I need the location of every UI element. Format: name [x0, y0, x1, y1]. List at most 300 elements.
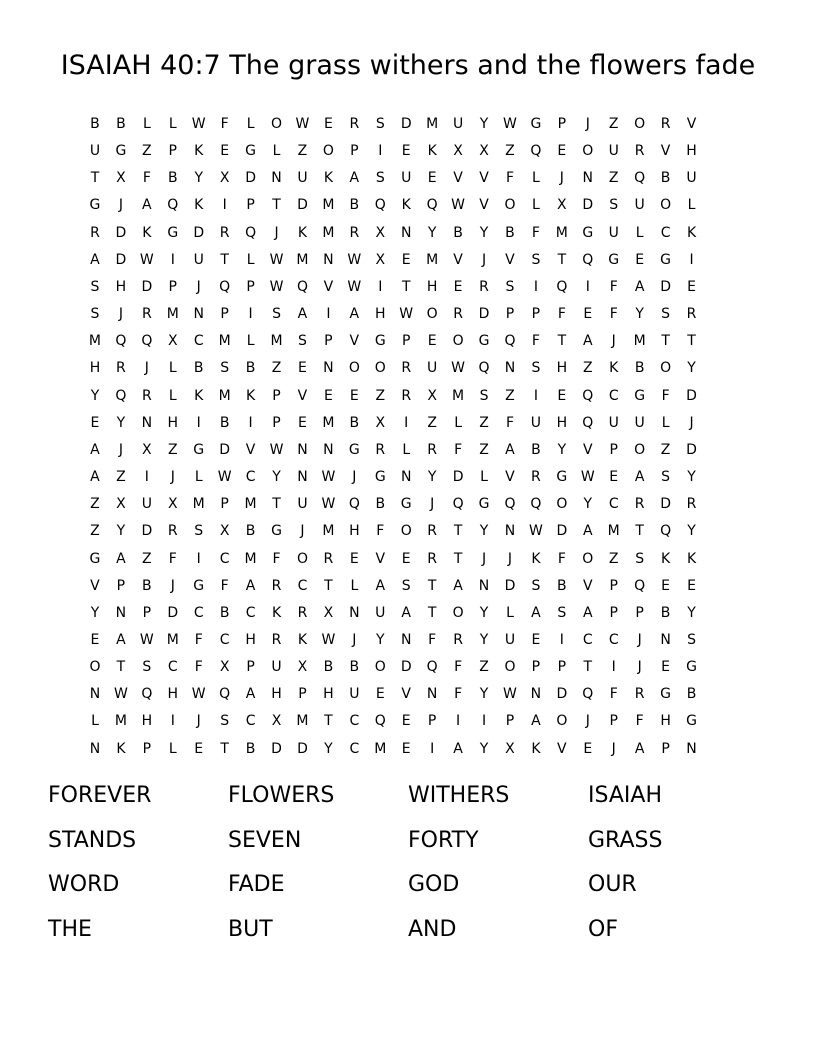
grid-row [82, 111, 705, 138]
grid-letter: E [401, 251, 411, 268]
grid-letter: T [324, 713, 333, 730]
grid-letter: G [89, 550, 101, 567]
grid-letter: J [170, 469, 175, 486]
grid-letter: K [686, 224, 697, 241]
grid-letter: U [608, 414, 619, 431]
grid-letter: E [557, 143, 567, 160]
grid-letter: D [478, 306, 490, 323]
word-list-row [48, 912, 768, 957]
word-list-item: AND [408, 916, 457, 942]
grid-letter: R [375, 441, 386, 458]
grid-letter: S [531, 577, 541, 594]
word-list-item: WORD [48, 872, 120, 897]
grid-letter: I [404, 414, 409, 431]
grid-letter: K [246, 387, 256, 404]
grid-letter: A [90, 441, 100, 458]
grid-letter: W [321, 469, 336, 486]
word-list-row [48, 867, 768, 912]
grid-letter: E [90, 631, 100, 648]
grid-letter: T [427, 604, 437, 621]
grid-letter: Q [582, 686, 594, 703]
grid-letter: G [686, 659, 697, 676]
grid-letter: A [582, 604, 593, 621]
grid-letter: N [297, 469, 308, 486]
grid-letter: V [505, 251, 515, 268]
grid-letter: P [116, 577, 126, 594]
grid-letter: B [193, 360, 204, 377]
grid-letter: Q [245, 224, 257, 241]
grid-letter: M [322, 414, 335, 431]
grid-letter: Q [141, 686, 153, 703]
grid-letter: G [556, 469, 568, 486]
grid-letter: C [582, 631, 593, 648]
grid-letter: F [454, 441, 463, 458]
grid-letter: J [481, 251, 487, 268]
grid-letter: G [374, 333, 386, 350]
grid-letter: P [220, 306, 229, 323]
grid-letter: W [321, 496, 336, 513]
grid-letter: W [191, 686, 206, 703]
grid-letter: T [583, 659, 593, 676]
grid-letter: E [661, 577, 671, 594]
grid-letter: F [454, 659, 463, 676]
grid-letter: S [90, 278, 100, 295]
grid-letter: M [374, 740, 387, 757]
grid-letter: O [452, 333, 464, 350]
grid-letter: L [635, 224, 644, 241]
grid-letter: F [194, 659, 203, 676]
grid-letter: J [689, 414, 694, 431]
grid-letter: D [219, 441, 231, 458]
grid-letter: D [452, 469, 464, 486]
grid-letter: A [634, 278, 645, 295]
grid-letter: Y [90, 604, 100, 621]
grid-letter: J [430, 496, 435, 513]
grid-letter: J [585, 713, 590, 730]
word-list-item: THE [48, 916, 92, 942]
grid-letter: U [686, 170, 697, 187]
grid-letter: Q [556, 278, 568, 295]
grid-letter: I [144, 469, 149, 486]
grid-letter: X [116, 170, 126, 187]
grid-letter: R [453, 631, 463, 648]
grid-letter: Q [141, 333, 153, 350]
grid-letter: V [453, 170, 463, 187]
grid-letter: U [271, 659, 282, 676]
grid-letter: Y [557, 441, 567, 458]
grid-letter: L [91, 713, 99, 730]
grid-letter: X [375, 414, 386, 431]
grid-letter: J [481, 550, 487, 567]
grid-letter: Q [634, 577, 646, 594]
grid-letter: G [582, 224, 594, 241]
grid-letter: U [141, 496, 152, 513]
grid-letter: A [453, 577, 463, 594]
grid-letter: S [142, 659, 152, 676]
grid-letter: W [347, 278, 362, 295]
word-list-item: FLOWERS [228, 783, 335, 808]
grid-letter: C [349, 740, 360, 757]
grid-letter: V [686, 116, 697, 132]
grid-letter: D [660, 496, 671, 513]
grid-letter: P [505, 306, 515, 323]
grid-letter: K [194, 143, 204, 160]
word-list-item: ISAIAH [588, 783, 662, 808]
grid-letter: L [687, 197, 696, 214]
grid-letter: L [402, 441, 411, 458]
grid-letter: R [90, 224, 100, 241]
grid-letter: J [352, 469, 357, 486]
grid-row [82, 328, 705, 355]
grid-letter: L [532, 197, 540, 214]
grid-letter: F [505, 170, 514, 187]
word-list-item: SEVEN [228, 827, 302, 853]
grid-letter: V [479, 170, 489, 187]
grid-letter: P [298, 686, 307, 703]
grid-letter: P [272, 387, 281, 404]
grid-letter: B [349, 197, 360, 214]
grid-letter: B [245, 360, 256, 377]
grid-letter: D [582, 197, 594, 214]
grid-letter: R [297, 604, 308, 621]
grid-letter: E [323, 116, 333, 132]
grid-letter: E [583, 306, 593, 323]
grid-letter: D [141, 523, 153, 540]
grid-letter: H [89, 360, 101, 377]
grid-letter: Y [194, 170, 203, 187]
grid-letter: G [193, 577, 205, 594]
grid-letter: G [167, 224, 179, 241]
grid-letter: Q [115, 333, 127, 350]
grid-letter: K [194, 197, 204, 214]
grid-letter: A [297, 306, 308, 323]
grid-letter: B [375, 496, 386, 513]
grid-letter: E [349, 550, 359, 567]
grid-letter: Y [90, 387, 100, 404]
grid-letter: T [90, 170, 100, 187]
grid-letter: H [686, 143, 697, 160]
grid-letter: L [246, 333, 255, 350]
grid-letter: K [661, 550, 671, 567]
grid-letter: A [245, 686, 256, 703]
grid-letter: K [271, 604, 282, 621]
grid-letter: Y [687, 469, 696, 486]
grid-letter: E [531, 631, 541, 648]
grid-letter: V [375, 550, 386, 567]
grid-letter: D [115, 224, 127, 241]
grid-letter: M [322, 523, 335, 540]
grid-letter: P [142, 740, 152, 757]
grid-letter: Z [608, 116, 619, 132]
grid-letter: D [400, 659, 412, 676]
grid-letter: G [478, 496, 490, 513]
grid-letter: R [634, 143, 645, 160]
grid-letter: J [637, 631, 642, 648]
grid-letter: U [634, 197, 645, 214]
grid-letter: H [349, 523, 360, 540]
grid-letter: Q [426, 659, 438, 676]
grid-letter: T [324, 577, 333, 594]
grid-letter: M [218, 333, 231, 350]
grid-letter: O [426, 306, 438, 323]
grid-letter: S [557, 604, 567, 621]
grid-letter: Y [583, 496, 593, 513]
grid-letter: I [430, 740, 435, 757]
grid-letter: B [323, 659, 334, 676]
grid-letter: G [530, 116, 542, 132]
grid-letter: P [401, 333, 411, 350]
grid-letter: T [401, 278, 411, 295]
grid-letter: D [115, 251, 127, 268]
grid-letter: C [245, 713, 256, 730]
grid-letter: P [324, 333, 333, 350]
grid-letter: K [297, 224, 308, 241]
grid-letter: T [557, 333, 567, 350]
grid-letter: X [297, 659, 308, 676]
grid-letter: N [323, 251, 334, 268]
grid-letter: Q [504, 496, 516, 513]
grid-letter: G [115, 143, 127, 160]
grid-letter: P [272, 414, 281, 431]
grid-letter: Y [376, 631, 385, 648]
grid-letter: G [374, 469, 386, 486]
word-list [48, 778, 768, 956]
grid-letter: S [661, 469, 671, 486]
grid-letter: S [687, 631, 696, 648]
grid-letter: E [427, 170, 437, 187]
grid-letter: L [506, 604, 514, 621]
word-list-item: GOD [408, 872, 460, 897]
grid-letter: Z [608, 550, 619, 567]
grid-letter: T [116, 659, 126, 676]
grid-letter: I [378, 278, 383, 295]
grid-letter: H [660, 713, 671, 730]
grid-letter: K [531, 740, 541, 757]
grid-letter: W [503, 116, 517, 132]
grid-letter: E [323, 387, 333, 404]
grid-letter: U [297, 496, 308, 513]
grid-letter: R [141, 306, 152, 323]
grid-letter: B [90, 116, 100, 132]
grid-letter: I [248, 306, 253, 323]
grid-letter: O [374, 360, 386, 377]
grid-letter: G [193, 441, 205, 458]
grid-letter: Y [427, 469, 437, 486]
grid-letter: Z [167, 441, 178, 458]
grid-letter: K [116, 740, 126, 757]
grid-letter: O [504, 659, 516, 676]
grid-letter: Y [479, 116, 489, 132]
grid-letter: O [660, 197, 672, 214]
grid-letter: B [505, 224, 515, 241]
grid-letter: R [660, 116, 671, 132]
grid-row [82, 138, 705, 165]
grid-letter: K [323, 170, 333, 187]
grid-letter: B [167, 170, 178, 187]
grid-letter: D [400, 116, 412, 132]
grid-letter: C [297, 577, 308, 594]
grid-letter: V [90, 577, 100, 594]
grid-letter: E [298, 414, 307, 431]
grid-letter: M [607, 523, 620, 540]
grid-letter: Q [348, 496, 360, 513]
word-list-item: OUR [588, 872, 637, 897]
grid-letter: M [452, 387, 465, 404]
grid-letter: A [90, 251, 100, 268]
grid-letter: F [557, 550, 566, 567]
grid-letter: Z [660, 441, 671, 458]
grid-row [82, 220, 705, 247]
grid-letter: S [194, 523, 204, 540]
grid-letter: R [271, 577, 282, 594]
grid-letter: I [559, 631, 564, 648]
grid-letter: L [194, 469, 203, 486]
grid-letter: R [401, 360, 412, 377]
grid-letter: L [168, 116, 177, 132]
grid-letter: X [219, 659, 230, 676]
grid-letter: Y [427, 224, 437, 241]
grid-letter: O [374, 659, 386, 676]
grid-letter: L [168, 387, 177, 404]
word-list-item: BUT [228, 916, 273, 942]
grid-letter: Y [687, 604, 696, 621]
grid-letter: R [531, 469, 541, 486]
grid-letter: I [196, 550, 201, 567]
grid-letter: R [116, 360, 126, 377]
grid-letter: B [557, 577, 567, 594]
grid-letter: R [453, 306, 463, 323]
grid-letter: Z [142, 143, 152, 160]
grid-letter: V [349, 333, 360, 350]
grid-row [82, 708, 705, 735]
grid-letter: Y [479, 523, 489, 540]
grid-letter: W [269, 278, 284, 295]
grid-letter: S [298, 333, 307, 350]
grid-letter: Y [479, 604, 489, 621]
grid-letter: Y [324, 740, 333, 757]
grid-letter: T [635, 523, 644, 540]
grid-letter: R [167, 523, 178, 540]
grid-letter: X [323, 604, 334, 621]
grid-letter: P [609, 441, 618, 458]
grid-letter: N [89, 686, 101, 703]
grid-letter: N [478, 577, 490, 594]
grid-letter: M [322, 197, 335, 214]
grid-letter: N [660, 631, 671, 648]
grid-letter: V [582, 441, 593, 458]
grid-letter: V [245, 441, 256, 458]
grid-letter: A [634, 469, 645, 486]
grid-letter: U [504, 631, 516, 648]
grid-letter: E [687, 278, 696, 295]
grid-letter: Y [687, 523, 696, 540]
word-list-item: FOREVER [48, 783, 152, 808]
grid-letter: N [323, 360, 334, 377]
grid-letter: B [660, 170, 671, 187]
grid-row [82, 410, 705, 437]
grid-letter: E [194, 740, 204, 757]
grid-letter: T [453, 523, 463, 540]
grid-letter: I [533, 387, 538, 404]
grid-letter: D [193, 224, 205, 241]
grid-row [82, 165, 705, 192]
grid-letter: F [505, 414, 514, 431]
grid-letter: B [660, 604, 671, 621]
grid-letter: M [114, 713, 127, 730]
grid-letter: Y [272, 469, 281, 486]
grid-letter: G [478, 333, 490, 350]
grid-letter: K [142, 224, 152, 241]
grid-letter: M [322, 224, 335, 241]
grid-letter: X [116, 496, 126, 513]
grid-letter: R [686, 496, 697, 513]
grid-letter: Z [142, 550, 152, 567]
grid-letter: Y [479, 686, 489, 703]
grid-letter: G [686, 713, 697, 730]
grid-letter: R [349, 224, 360, 241]
grid-row [82, 491, 705, 518]
grid-letter: S [505, 278, 515, 295]
grid-letter: P [246, 659, 255, 676]
grid-letter: B [453, 224, 463, 241]
grid-letter: C [608, 387, 619, 404]
grid-letter: Q [582, 251, 594, 268]
grid-letter: X [167, 496, 178, 513]
grid-letter: O [271, 116, 283, 132]
grid-letter: J [118, 306, 123, 323]
grid-letter: A [531, 604, 541, 621]
grid-letter: V [505, 469, 515, 486]
grid-row [82, 383, 705, 410]
grid-letter: X [271, 713, 282, 730]
grid-letter: U [193, 251, 204, 268]
grid-row [82, 546, 705, 573]
grid-letter: E [635, 251, 645, 268]
grid-letter: N [297, 441, 308, 458]
grid-letter: E [298, 360, 307, 377]
grid-letter: V [582, 577, 593, 594]
grid-letter: E [557, 387, 567, 404]
grid-row [82, 654, 705, 681]
grid-letter: Q [374, 197, 386, 214]
grid-letter: P [350, 143, 359, 160]
grid-letter: D [167, 604, 179, 621]
grid-letter: R [271, 631, 282, 648]
grid-letter: H [271, 686, 282, 703]
grid-letter: W [503, 686, 517, 703]
grid-letter: T [661, 333, 670, 350]
grid-letter: O [89, 659, 101, 676]
page-title: ISAIAH 40:7 The grass withers and the flowers fade [60, 50, 756, 81]
grid-letter: N [686, 740, 697, 757]
grid-letter: U [530, 414, 542, 431]
grid-letter: J [507, 550, 513, 567]
grid-letter: Z [582, 360, 593, 377]
grid-letter: H [323, 686, 334, 703]
grid-letter: S [375, 170, 385, 187]
grid-letter: U [375, 604, 386, 621]
grid-letter: W [139, 631, 154, 648]
grid-letter: Z [90, 496, 100, 513]
grid-letter: R [219, 224, 230, 241]
grid-letter: I [585, 278, 590, 295]
grid-letter: N [193, 306, 204, 323]
grid-letter: I [326, 306, 331, 323]
grid-letter: U [452, 116, 464, 132]
grid-letter: D [245, 170, 256, 187]
grid-letter: N [400, 469, 412, 486]
grid-letter: B [686, 686, 697, 703]
